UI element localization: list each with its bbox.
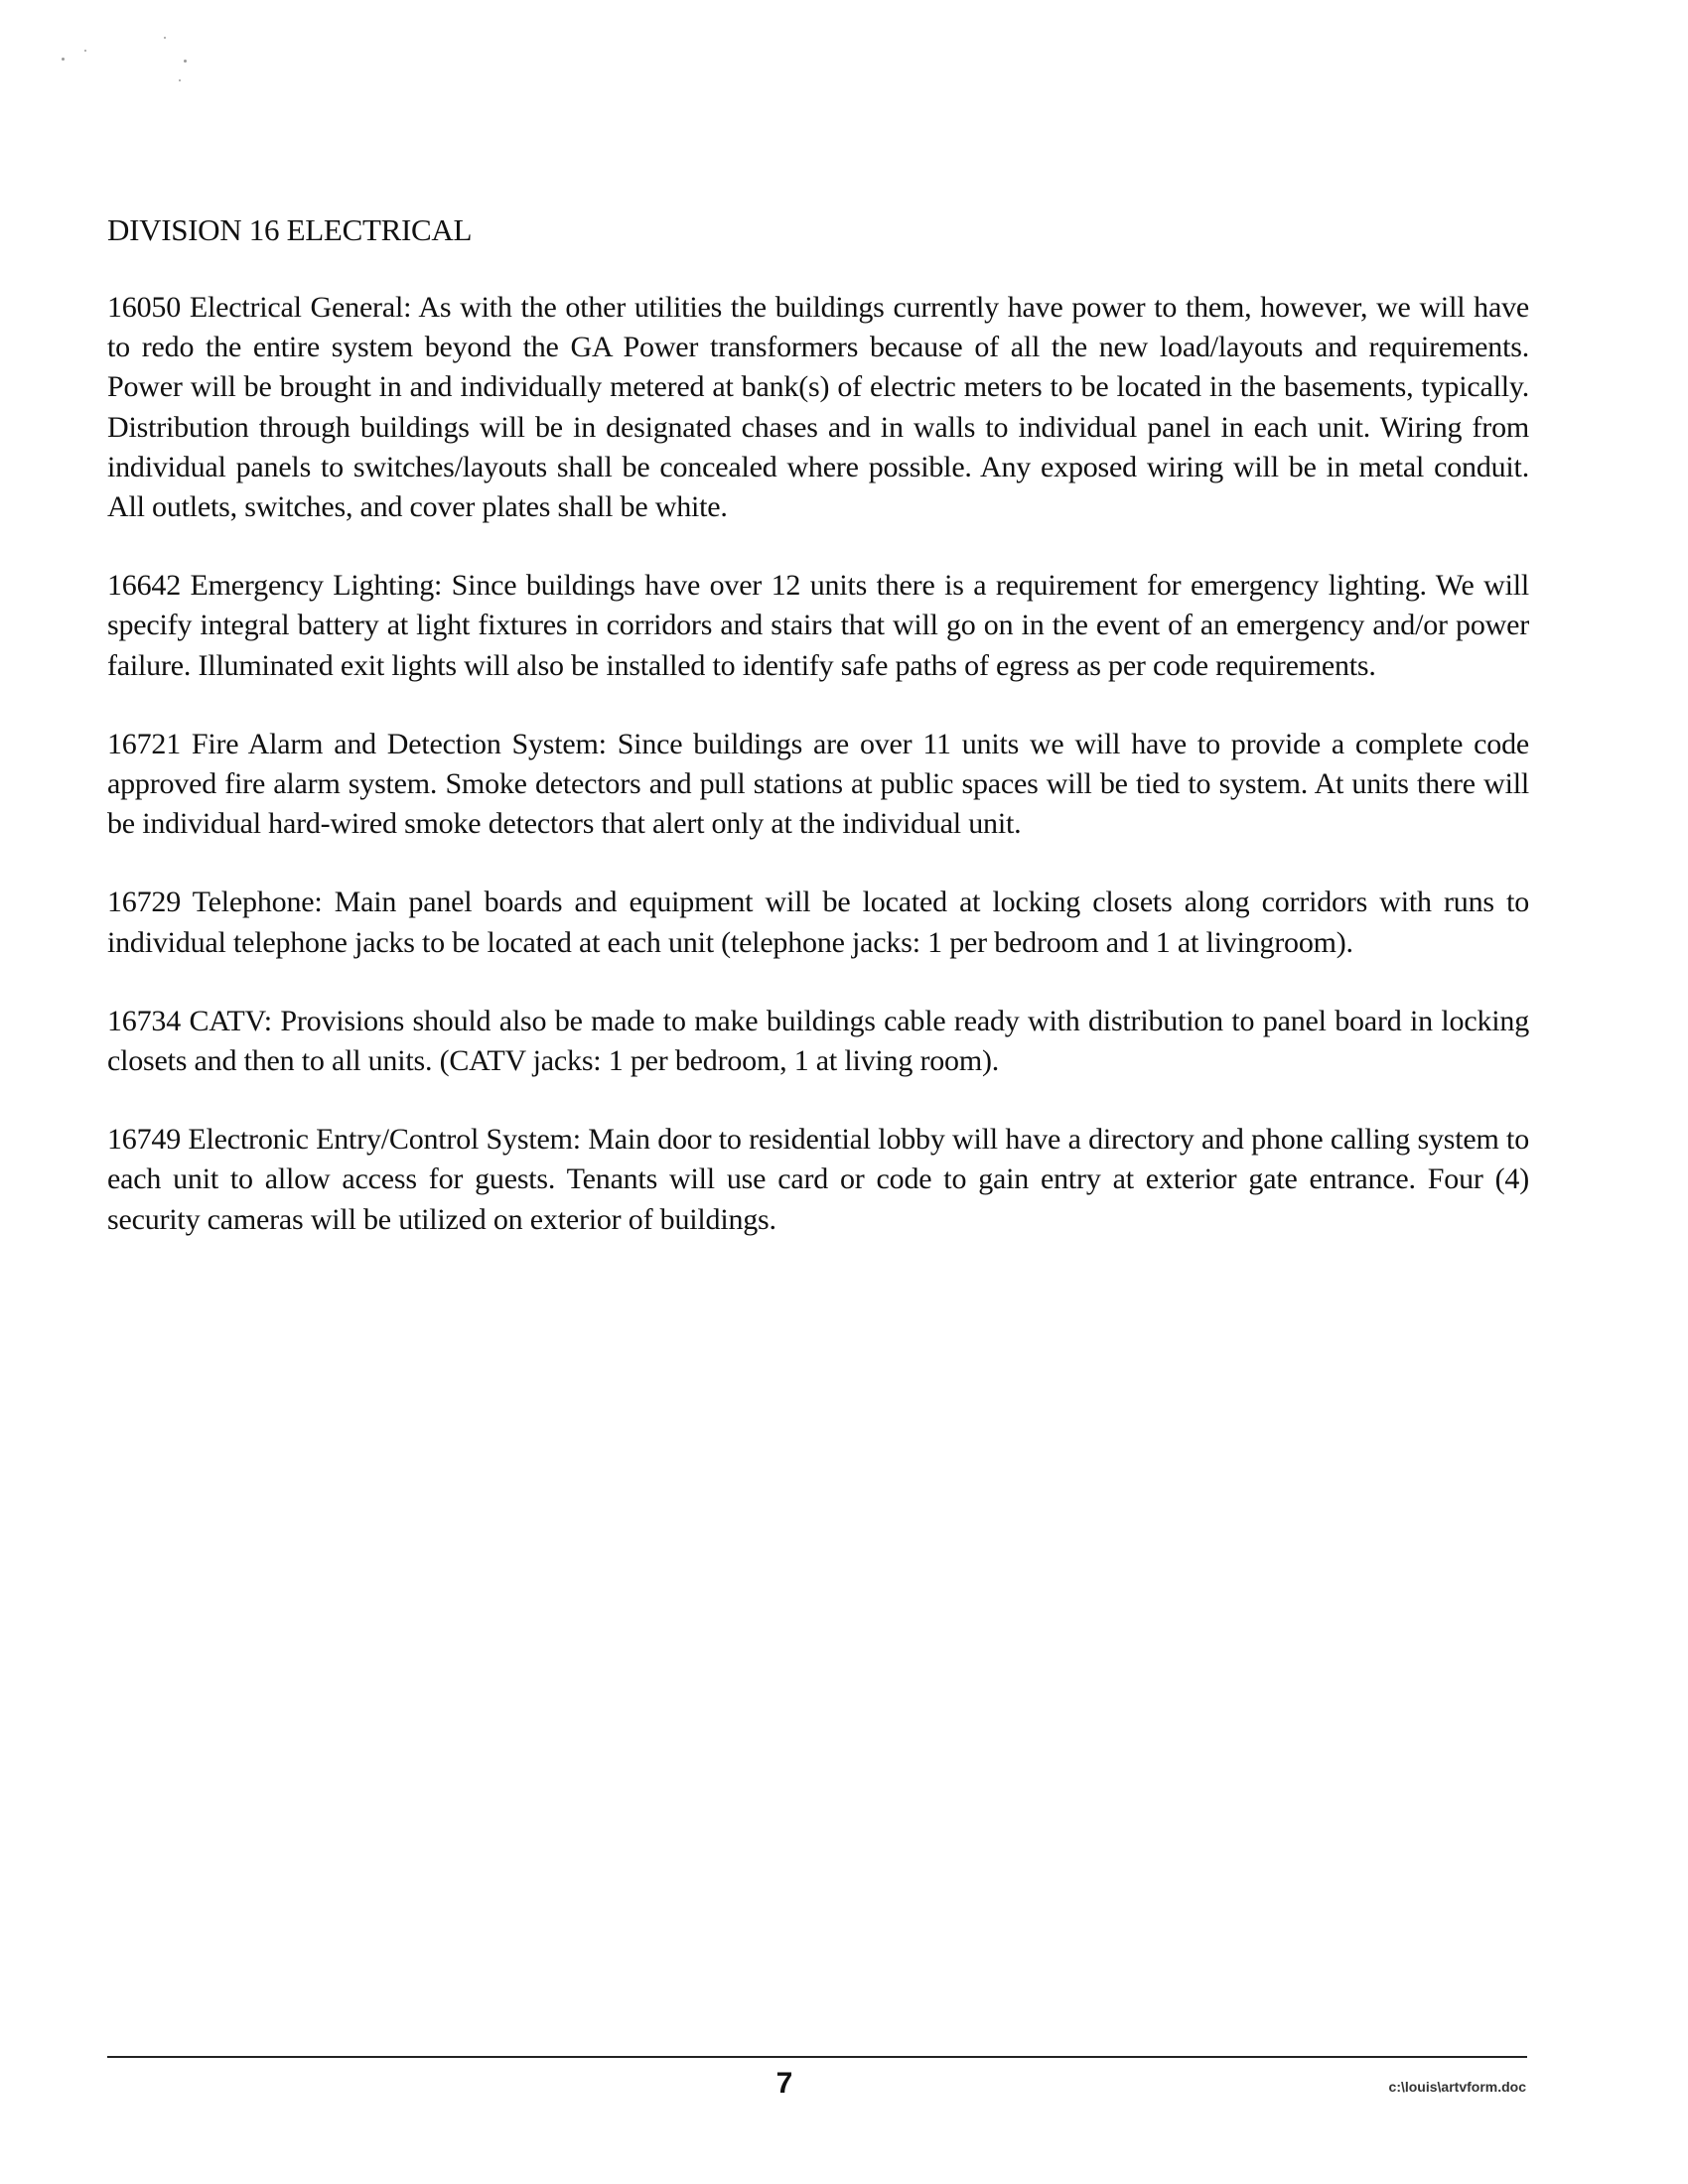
section-16642-emergency-lighting: 16642 Emergency Lighting: Since buildings have over 12 units there is a requirement for emergency lighting. We will specify integral battery at light fixtures in corridors and stairs that will go on in the event of an emergency and/or power failure. Illuminated exit lights will also be installed to identify safe paths of egress as per code requirements. — [107, 569, 1529, 682]
section-16721-fire-alarm: 16721 Fire Alarm and Detection System: Since buildings are over 11 units we will have to provide a complete code approved fire alarm system. Smoke detectors and pull stations at public spaces will be tied to system. At units there will be individual hard-wired smoke detectors that alert only at the individual unit. — [107, 727, 1529, 841]
scan-speck — [184, 60, 187, 63]
division-title: DIVISION 16 ELECTRICAL — [107, 212, 473, 247]
scan-speck — [62, 58, 65, 61]
scan-speck — [164, 37, 166, 39]
section-16729-telephone: 16729 Telephone: Main panel boards and equipment will be located at locking closets along corridors with runs to individual telephone jacks to be located at each unit (telephone jacks: 1 per bedroom and 1 at livingroom). — [107, 886, 1529, 959]
footer-divider — [107, 2056, 1527, 2058]
scan-speck — [179, 79, 181, 81]
scan-speck — [84, 50, 86, 52]
document-body — [107, 210, 1529, 1279]
section-16734-catv: 16734 CATV: Provisions should also be made to make buildings cable ready with distribution to panel board in locking closets and then to all units. (CATV jacks: 1 per bedroom, 1 at living room). — [107, 1004, 1529, 1078]
section-16050-electrical-general: 16050 Electrical General: As with the other utilities the buildings currently have power to them, however, we will have to redo the entire system beyond the GA Power transformers because of all the new load/layouts and requirements. Power will be brought in and individually metered at bank(s) of electric meters to be located in the basements, typically. Distribution through buildings will be in designated chases and in walls to individual panel in each unit. Wiring from individual panels to switches/layouts shall be concealed where possible. Any exposed wiring will be in metal conduit. All outlets, switches, and cover plates shall be white. — [107, 291, 1529, 524]
file-path-footer: c:\louis\artvform.doc — [1388, 2079, 1526, 2095]
page-number: 7 — [775, 2067, 793, 2100]
section-16749-electronic-entry: 16749 Electronic Entry/Control System: Main door to residential lobby will have a directory and phone calling system to each unit to allow access for guests. Tenants will use card or code to gain entry at exterior gate entrance. Four (4) security cameras will be utilized on exterior of buildings. — [107, 1123, 1529, 1236]
